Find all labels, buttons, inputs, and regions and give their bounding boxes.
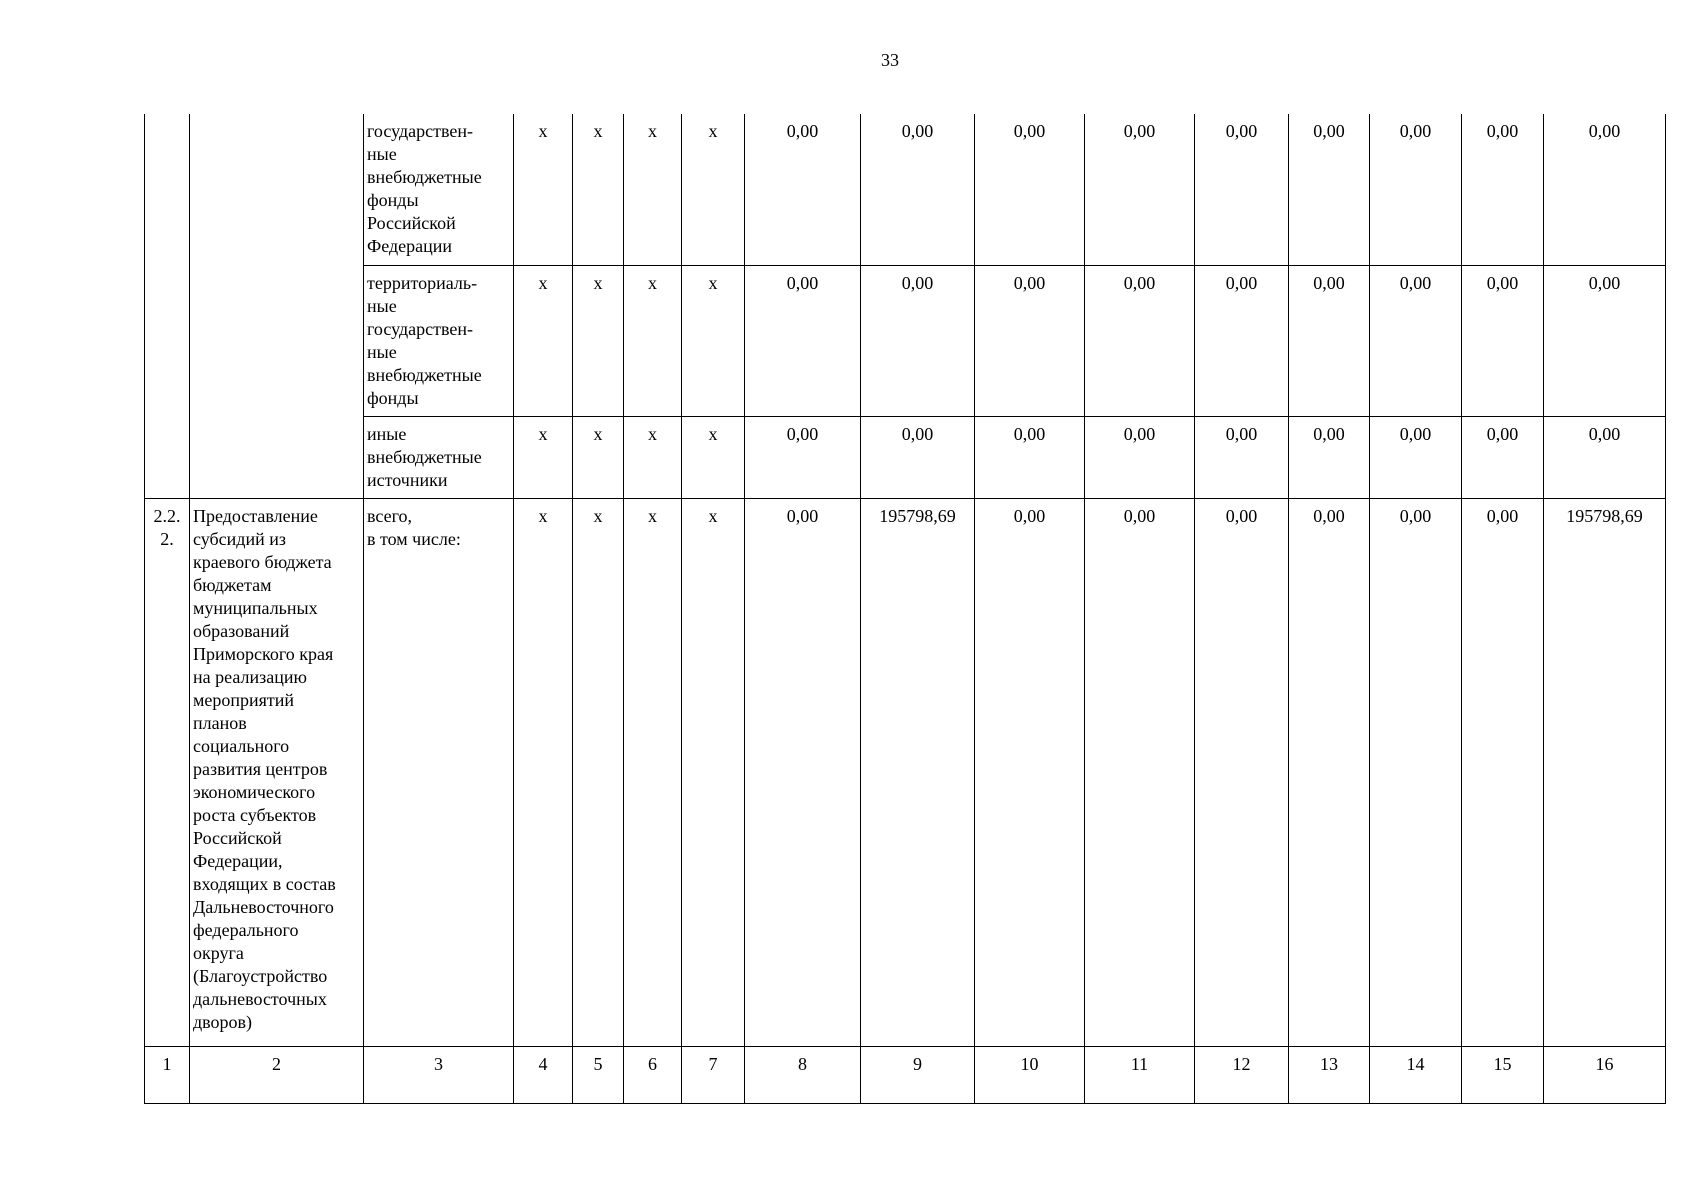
value-cell: 0,00 — [1085, 114, 1195, 265]
code-cell: х — [514, 265, 573, 416]
code-cell: х — [514, 498, 573, 1046]
funding-source-cell: территориаль- ные государствен- ные внебюджетные фонды — [364, 265, 514, 416]
column-number-cell: 16 — [1544, 1046, 1666, 1103]
column-number-cell: 12 — [1195, 1046, 1289, 1103]
code-cell: х — [624, 114, 682, 265]
page-number: 33 — [881, 50, 899, 70]
value-cell: 0,00 — [1370, 265, 1462, 416]
column-number-cell: 7 — [682, 1046, 745, 1103]
table-row — [145, 265, 1666, 416]
column-number-cell: 11 — [1085, 1046, 1195, 1103]
funding-source-cell: всего, в том числе: — [364, 498, 514, 1046]
value-cell: 0,00 — [975, 114, 1085, 265]
value-cell: 0,00 — [1370, 114, 1462, 265]
column-number-cell: 9 — [861, 1046, 975, 1103]
code-cell: х — [682, 114, 745, 265]
column-number-cell: 10 — [975, 1046, 1085, 1103]
row-number-cell: 2.2. 2. — [145, 498, 190, 1046]
table-row — [145, 114, 1666, 265]
column-number-cell: 14 — [1370, 1046, 1462, 1103]
code-cell: х — [573, 114, 624, 265]
value-cell: 0,00 — [1544, 416, 1666, 498]
code-cell: х — [573, 416, 624, 498]
funding-source-cell: иные внебюджетные источники — [364, 416, 514, 498]
value-cell: 0,00 — [1289, 498, 1370, 1046]
value-cell: 0,00 — [745, 498, 861, 1046]
activity-name-cell: Предоставление субсидий из краевого бюджета бюджетам муниципальных образований Приморского края на реализацию мероприятий планов социального развития центров экономического роста субъектов Российской Федерации, входящих в состав Дальневосточного федерального округа (Благоустройство дальневосточных дворов) — [190, 498, 364, 1046]
row-number-cell — [145, 114, 190, 498]
value-cell: 195798,69 — [1544, 498, 1666, 1046]
value-cell: 0,00 — [861, 416, 975, 498]
value-cell: 0,00 — [975, 498, 1085, 1046]
column-number-row — [145, 1046, 1666, 1103]
table-row — [145, 416, 1666, 498]
value-cell: 0,00 — [1462, 114, 1544, 265]
value-cell: 0,00 — [861, 114, 975, 265]
column-number-cell: 4 — [514, 1046, 573, 1103]
value-cell: 0,00 — [975, 416, 1085, 498]
value-cell: 0,00 — [1462, 498, 1544, 1046]
column-number-cell: 6 — [624, 1046, 682, 1103]
value-cell: 0,00 — [1195, 416, 1289, 498]
column-number-cell: 15 — [1462, 1046, 1544, 1103]
value-cell: 0,00 — [745, 416, 861, 498]
code-cell: х — [624, 416, 682, 498]
code-cell: х — [682, 498, 745, 1046]
code-cell: х — [682, 416, 745, 498]
value-cell: 0,00 — [1085, 265, 1195, 416]
table-row — [145, 498, 1666, 1046]
value-cell: 0,00 — [745, 265, 861, 416]
value-cell: 0,00 — [1085, 416, 1195, 498]
code-cell: х — [514, 416, 573, 498]
value-cell: 0,00 — [1370, 498, 1462, 1046]
funding-source-cell: государствен- ные внебюджетные фонды Российской Федерации — [364, 114, 514, 265]
value-cell: 0,00 — [1544, 265, 1666, 416]
code-cell: х — [514, 114, 573, 265]
value-cell: 0,00 — [1462, 416, 1544, 498]
code-cell: х — [624, 265, 682, 416]
value-cell: 0,00 — [861, 265, 975, 416]
value-cell: 0,00 — [1289, 265, 1370, 416]
value-cell: 0,00 — [1370, 416, 1462, 498]
column-number-cell: 8 — [745, 1046, 861, 1103]
value-cell: 0,00 — [1544, 114, 1666, 265]
code-cell: х — [682, 265, 745, 416]
value-cell: 0,00 — [975, 265, 1085, 416]
code-cell: х — [573, 265, 624, 416]
value-cell: 0,00 — [1195, 114, 1289, 265]
value-cell: 0,00 — [1085, 498, 1195, 1046]
code-cell: х — [624, 498, 682, 1046]
code-cell: х — [573, 498, 624, 1046]
value-cell: 0,00 — [1289, 416, 1370, 498]
value-cell: 0,00 — [1195, 265, 1289, 416]
column-number-cell: 5 — [573, 1046, 624, 1103]
value-cell: 0,00 — [1195, 498, 1289, 1046]
activity-name-cell — [190, 114, 364, 498]
budget-table — [144, 114, 1666, 1104]
value-cell: 195798,69 — [861, 498, 975, 1046]
value-cell: 0,00 — [745, 114, 861, 265]
column-number-cell: 13 — [1289, 1046, 1370, 1103]
value-cell: 0,00 — [1289, 114, 1370, 265]
column-number-cell: 3 — [364, 1046, 514, 1103]
column-number-cell: 1 — [145, 1046, 190, 1103]
column-number-cell: 2 — [190, 1046, 364, 1103]
value-cell: 0,00 — [1462, 265, 1544, 416]
